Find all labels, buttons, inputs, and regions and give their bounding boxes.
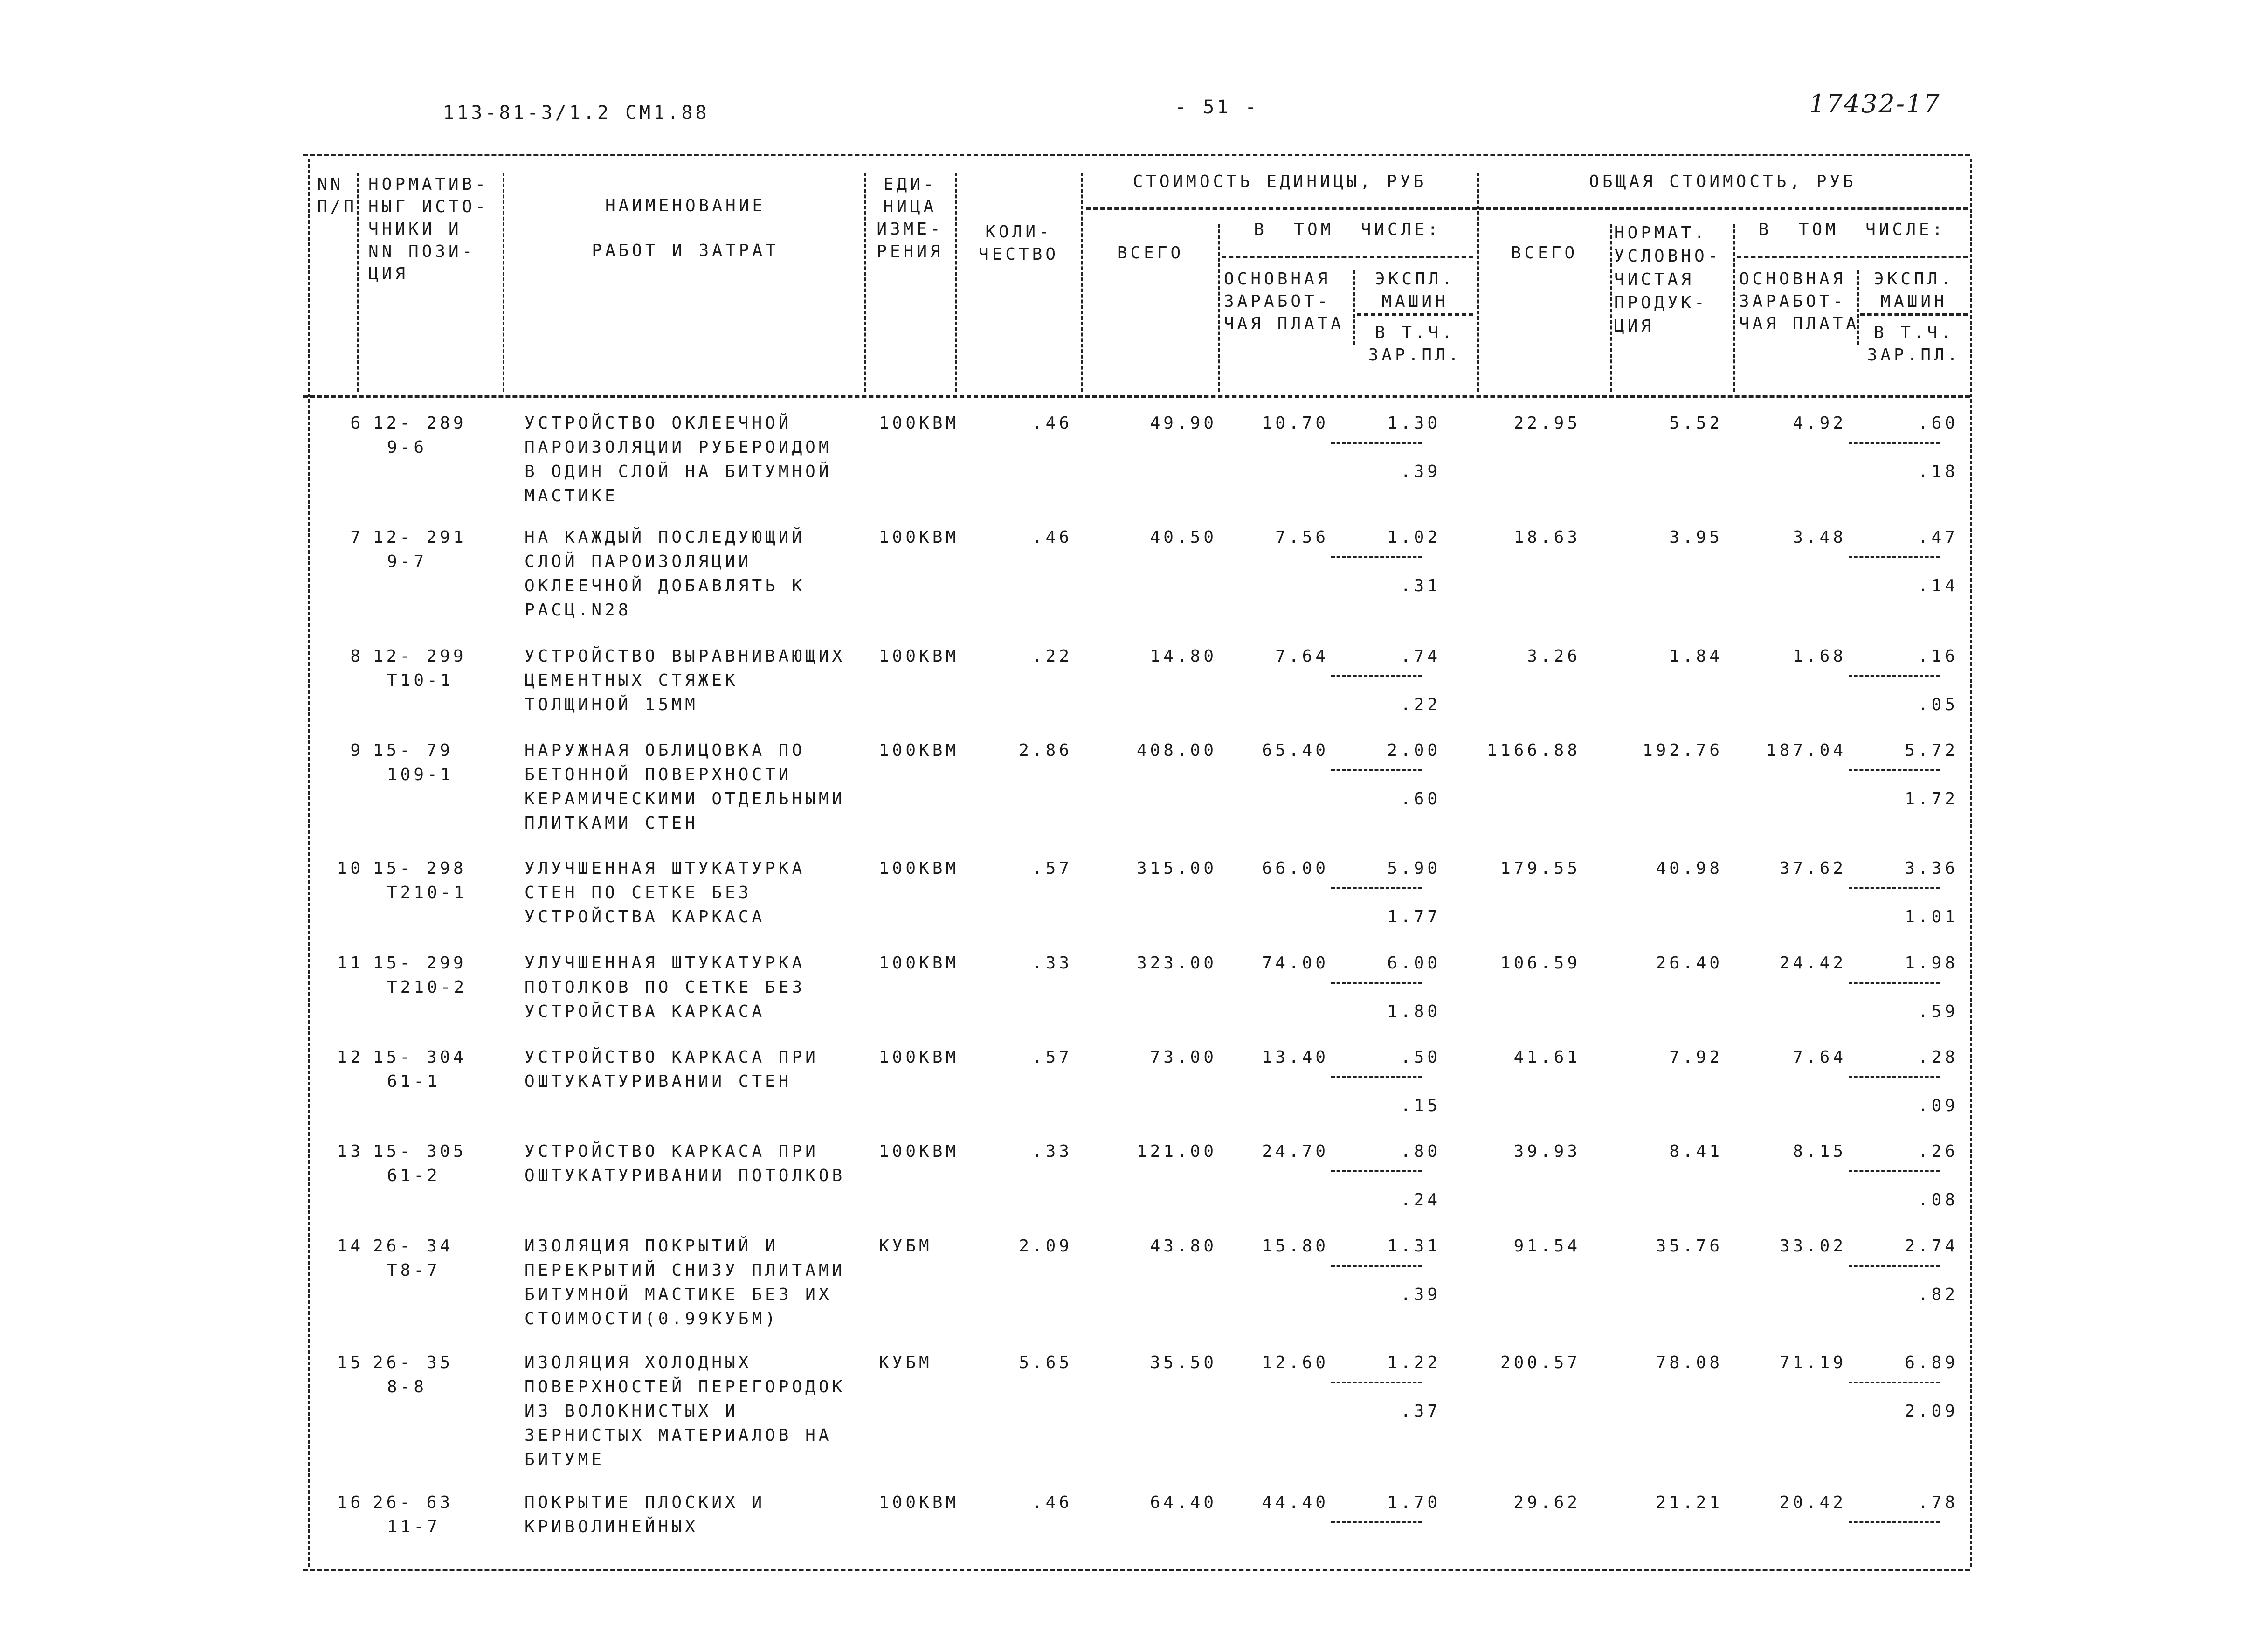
table-bottom-border [303,1569,1970,1571]
total-machines-wage: .08 [1918,1190,1958,1210]
work-name-line: СТЕН ПО СЕТКЕ БЕЗ [525,883,752,902]
total-main-wage: 3.48 [1793,528,1846,547]
header-bottom-border [303,395,1970,398]
work-name-line: ПОКРЫТИЕ ПЛОСКИХ И [525,1493,766,1512]
quantity: 2.86 [1019,741,1072,760]
total-machines-wage: .09 [1918,1096,1958,1115]
total-main-wage: 8.15 [1793,1142,1846,1161]
total-cost: 18.63 [1513,528,1581,547]
total-cost: 106.59 [1500,954,1581,973]
total-main-wage: 24.42 [1779,954,1846,973]
header-total-all: ВСЕГО [1511,243,1578,263]
work-name-line: КЕРАМИЧЕСКИМИ ОТДЕЛЬНЫМИ [525,789,846,809]
total-main-wage: 7.64 [1793,1048,1846,1067]
row-number: 9 [350,741,364,760]
unit-cost-machines: 1.31 [1387,1237,1441,1256]
col-sep [503,173,504,392]
unit-cost-machines: .80 [1400,1142,1441,1161]
work-name-line: УЛУЧШЕННАЯ ШТУКАТУРКА [525,954,806,973]
norm-code: 12- 289 [373,414,467,433]
total-cost: 179.55 [1500,859,1581,878]
total-main-wage: 4.92 [1793,414,1846,433]
norm-code: 15- 79 [373,741,454,760]
unit-cost-total: 73.00 [1150,1048,1217,1067]
work-name-line: ПАРОИЗОЛЯЦИИ РУБЕРОИДОМ [525,438,832,457]
total-machines: 1.98 [1905,954,1958,973]
sub-separator [1849,769,1940,771]
total-machines: .16 [1918,647,1958,666]
unit-cost-total: 408.00 [1136,741,1217,760]
sub-separator [1849,1076,1940,1078]
unit-cost-machines-wage: 1.77 [1387,907,1441,926]
work-name-line: ОКЛЕЕЧНОЙ ДОБАВЛЯТЬ К [525,576,806,595]
sub-separator [1849,442,1940,444]
quantity: 5.65 [1019,1353,1072,1372]
norm-position: Т10-1 [387,671,454,690]
unit-cost-main-wage: 74.00 [1262,954,1329,973]
unit-cost-main-wage: 7.64 [1275,647,1329,666]
unit-cost-total: 315.00 [1136,859,1217,878]
unit-cost-main-wage: 7.56 [1275,528,1329,547]
header-subline [1086,207,1968,210]
unit-of-measure: 100КВМ [879,741,960,760]
col-sep [955,173,957,392]
sub-separator [1331,675,1422,677]
unit-of-measure: 100КВМ [879,859,960,878]
unit-cost-machines: 2.00 [1387,741,1441,760]
norm-code: 26- 35 [373,1353,454,1372]
header-nn: NN П/П [317,175,358,216]
unit-of-measure: 100КВМ [879,1048,960,1067]
work-name-line: УСТРОЙСТВО ВЫРАВНИВАЮЩИХ [525,647,846,666]
sub-separator [1331,982,1422,984]
header-unit: ЕДИ- НИЦА ИЗМЕ- РЕНИЯ [877,175,944,261]
quantity: .46 [1032,414,1072,433]
unit-cost-machines: 1.02 [1387,528,1441,547]
total-machines-wage: 1.01 [1905,907,1958,926]
work-name-line: ПОВЕРХНОСТЕЙ ПЕРЕГОРОДОК [525,1377,846,1396]
norm-code: 12- 299 [373,647,467,666]
unit-cost-machines-wage: .31 [1400,576,1441,595]
total-cost: 3.26 [1527,647,1581,666]
quantity: .33 [1032,954,1072,973]
norm-position: 11-7 [387,1517,441,1536]
work-name-line: ИЗОЛЯЦИЯ ПОКРЫТИЙ И [525,1237,779,1256]
work-name-line: УЛУЧШЕННАЯ ШТУКАТУРКА [525,859,806,878]
total-norm-net-production: 5.52 [1669,414,1723,433]
unit-of-measure: 100КВМ [879,1493,960,1512]
row-number: 6 [350,414,364,433]
sub-separator [1331,556,1422,558]
unit-of-measure: 100КВМ [879,528,960,547]
work-name-line: ОШТУКАТУРИВАНИИ СТЕН [525,1072,792,1091]
total-main-wage: 1.68 [1793,647,1846,666]
header-subline [1357,313,1473,316]
unit-cost-machines-wage: .22 [1400,695,1441,714]
unit-cost-main-wage: 44.40 [1262,1493,1329,1512]
total-machines: 5.72 [1905,741,1958,760]
col-sep [1081,173,1083,392]
row-number: 11 [337,954,364,973]
total-machines-wage: 2.09 [1905,1402,1958,1421]
total-main-wage: 71.19 [1779,1353,1846,1372]
unit-cost-total: 43.80 [1150,1237,1217,1256]
work-name-line: СЛОЙ ПАРОИЗОЛЯЦИИ [525,552,752,571]
work-name-line: НАРУЖНАЯ ОБЛИЦОВКА ПО [525,741,806,760]
norm-code: 15- 298 [373,859,467,878]
work-name-line: ЗЕРНИСТЫХ МАТЕРИАЛОВ НА [525,1426,832,1445]
unit-cost-main-wage: 65.40 [1262,741,1329,760]
total-main-wage: 20.42 [1779,1493,1846,1512]
page-number: - 51 - [1175,97,1259,118]
sub-separator [1331,887,1422,889]
unit-cost-machines: 1.22 [1387,1353,1441,1372]
sub-separator [1849,556,1940,558]
unit-cost-machines-wage: .15 [1400,1096,1441,1115]
sub-separator [1331,1521,1422,1523]
norm-code: 15- 304 [373,1048,467,1067]
header-total-incl-wage: В Т.Ч. ЗАР.ПЛ. [1867,323,1961,365]
document-code: 113-81-3/1.2 СМ1.88 [443,102,710,124]
sub-separator [1849,1382,1940,1383]
total-cost: 22.95 [1513,414,1581,433]
norm-position: Т210-2 [387,978,468,997]
unit-cost-total: 49.90 [1150,414,1217,433]
quantity: .57 [1032,859,1072,878]
quantity: .46 [1032,1493,1072,1512]
unit-of-measure: 100КВМ [879,414,960,433]
unit-cost-main-wage: 10.70 [1262,414,1329,433]
unit-cost-machines: .74 [1400,647,1441,666]
row-number: 10 [337,859,364,878]
quantity: .22 [1032,647,1072,666]
total-machines: 3.36 [1905,859,1958,878]
header-total-incl: В ТОМ ЧИСЛЕ: [1758,220,1946,239]
total-machines: .28 [1918,1048,1958,1067]
sub-separator [1331,442,1422,444]
total-norm-net-production: 3.95 [1669,528,1723,547]
sub-separator [1331,1170,1422,1172]
unit-cost-main-wage: 12.60 [1262,1353,1329,1372]
quantity: .46 [1032,528,1072,547]
col-sep [1218,224,1220,392]
work-name-line: УСТРОЙСТВО КАРКАСА ПРИ [525,1048,819,1067]
unit-cost-machines: 6.00 [1387,954,1441,973]
col-sep [1610,224,1612,392]
header-unit-main-wage: ОСНОВНАЯ ЗАРАБОТ- ЧАЯ ПЛАТА [1224,270,1345,333]
work-name-line: НА КАЖДЫЙ ПОСЛЕДУЮЩИЙ [525,528,806,547]
header-subline [1860,313,1968,316]
norm-position: 61-1 [387,1072,441,1091]
unit-cost-main-wage: 24.70 [1262,1142,1329,1161]
quantity: .33 [1032,1142,1072,1161]
work-name-line: ИЗОЛЯЦИЯ ХОЛОДНЫХ [525,1353,752,1372]
row-number: 8 [350,647,364,666]
norm-code: 12- 291 [373,528,467,547]
total-norm-net-production: 1.84 [1669,647,1723,666]
work-name-line: ОШТУКАТУРИВАНИИ ПОТОЛКОВ [525,1166,846,1185]
work-name-line: ПЕРЕКРЫТИЙ СНИЗУ ПЛИТАМИ [525,1261,846,1280]
total-machines-wage: 1.72 [1905,789,1958,809]
col-sep [1733,224,1735,392]
total-main-wage: 37.62 [1779,859,1846,878]
sub-separator [1849,982,1940,984]
total-norm-net-production: 8.41 [1669,1142,1723,1161]
total-machines: .78 [1918,1493,1958,1512]
unit-cost-machines: 5.90 [1387,859,1441,878]
unit-cost-machines-wage: .39 [1400,1285,1441,1304]
total-machines: .60 [1918,414,1958,433]
work-name-line: УСТРОЙСТВО КАРКАСА ПРИ [525,1142,819,1161]
unit-cost-machines: 1.70 [1387,1493,1441,1512]
row-number: 15 [337,1353,364,1372]
header-unit-incl-wage: В Т.Ч. ЗАР.ПЛ. [1368,323,1462,365]
header-norm-source: НОРМАТИВ- НЫГ ИСТО- ЧНИКИ И NN ПОЗИ- ЦИЯ [368,175,489,283]
unit-cost-main-wage: 15.80 [1262,1237,1329,1256]
sub-separator [1331,1265,1422,1267]
unit-of-measure: 100КВМ [879,647,960,666]
row-number: 14 [337,1237,364,1256]
work-name-line: ПЛИТКАМИ СТЕН [525,814,698,833]
norm-code: 15- 299 [373,954,467,973]
header-subline [1222,256,1473,258]
col-sep [1353,270,1355,345]
unit-of-measure: 100КВМ [879,954,960,973]
total-machines-wage: .14 [1918,576,1958,595]
work-name-line: МАСТИКЕ [525,486,618,505]
total-machines: .26 [1918,1142,1958,1161]
total-norm-net-production: 26.40 [1656,954,1723,973]
total-norm-net-production: 78.08 [1656,1353,1723,1372]
unit-cost-total: 323.00 [1136,954,1217,973]
total-norm-net-production: 40.98 [1656,859,1723,878]
header-unit-all: ВСЕГО [1117,243,1184,263]
sub-separator [1331,1076,1422,1078]
unit-cost-machines-wage: .37 [1400,1402,1441,1421]
norm-position: 109-1 [387,765,454,784]
work-name-line: УСТРОЙСТВО ОКЛЕЕЧНОЙ [525,414,792,433]
work-name-line: БИТУМЕ [525,1450,605,1469]
row-number: 7 [350,528,364,547]
total-cost: 91.54 [1513,1237,1581,1256]
header-total-machines: ЭКСПЛ. МАШИН [1873,270,1954,311]
total-main-wage: 33.02 [1779,1237,1846,1256]
norm-code: 15- 305 [373,1142,467,1161]
header-total-main-wage: ОСНОВНАЯ ЗАРАБОТ- ЧАЯ ПЛАТА [1739,270,1860,333]
total-machines: 6.89 [1905,1353,1958,1372]
col-sep [1477,173,1479,392]
sub-separator [1849,675,1940,677]
sub-separator [1849,1265,1940,1267]
row-number: 16 [337,1493,364,1512]
sub-separator [1849,1170,1940,1172]
header-unit-cost: СТОИМОСТЬ ЕДИНИЦЫ, РУБ [1132,172,1427,191]
total-machines-wage: .82 [1918,1285,1958,1304]
unit-cost-machines-wage: .24 [1400,1190,1441,1210]
work-name-line: ИЗ ВОЛОКНИСТЫХ И [525,1402,739,1421]
unit-cost-main-wage: 66.00 [1262,859,1329,878]
total-cost: 41.61 [1513,1048,1581,1067]
unit-cost-total: 64.40 [1150,1493,1217,1512]
total-machines-wage: .18 [1918,462,1958,481]
quantity: .57 [1032,1048,1072,1067]
unit-cost-main-wage: 13.40 [1262,1048,1329,1067]
total-cost: 39.93 [1513,1142,1581,1161]
unit-cost-machines: 1.30 [1387,414,1441,433]
header-total-cost: ОБЩАЯ СТОИМОСТЬ, РУБ [1589,172,1857,191]
unit-of-measure: 100КВМ [879,1142,960,1161]
work-name-line: КРИВОЛИНЕЙНЫХ [525,1517,698,1536]
norm-code: 26- 63 [373,1493,454,1512]
total-main-wage: 187.04 [1766,741,1846,760]
unit-cost-total: 40.50 [1150,528,1217,547]
header-quantity: КОЛИ- ЧЕСТВО [978,222,1059,264]
work-name-line: УСТРОЙСТВА КАРКАСА [525,1002,766,1021]
sub-separator [1849,1521,1940,1523]
row-number: 12 [337,1048,364,1067]
unit-cost-machines-wage: 1.80 [1387,1002,1441,1021]
norm-position: 9-7 [387,552,428,571]
total-norm-net-production: 35.76 [1656,1237,1723,1256]
work-name-line: СТОИМОСТИ(0.99КУБМ) [525,1309,779,1328]
unit-of-measure: КУБМ [879,1353,932,1372]
right-border [1970,159,1972,1567]
col-sep [864,173,866,392]
work-name-line: ПОТОЛКОВ ПО СЕТКЕ БЕЗ [525,978,806,997]
total-machines: 2.74 [1905,1237,1958,1256]
total-norm-net-production: 192.76 [1642,741,1723,760]
unit-cost-machines: .50 [1400,1048,1441,1067]
unit-of-measure: КУБМ [879,1237,932,1256]
norm-position: Т210-1 [387,883,468,902]
work-name-line: УСТРОЙСТВА КАРКАСА [525,907,766,926]
unit-cost-total: 121.00 [1136,1142,1217,1161]
table-top-border [303,154,1970,156]
work-name-line: БИТУМНОЙ МАСТИКЕ БЕЗ ИХ [525,1285,832,1304]
total-machines-wage: .59 [1918,1002,1958,1021]
work-name-line: БЕТОННОЙ ПОВЕРХНОСТИ [525,765,792,784]
norm-code: 26- 34 [373,1237,454,1256]
row-number: 13 [337,1142,364,1161]
sub-separator [1849,887,1940,889]
total-machines: .47 [1918,528,1958,547]
unit-cost-machines-wage: .60 [1400,789,1441,809]
norm-position: 8-8 [387,1377,428,1396]
total-cost: 1166.88 [1487,741,1581,760]
unit-cost-total: 35.50 [1150,1353,1217,1372]
total-norm-net-production: 7.92 [1669,1048,1723,1067]
unit-cost-machines-wage: .39 [1400,462,1441,481]
header-work-name: НАИМЕНОВАНИЕ РАБОТ И ЗАТРАТ [592,196,779,260]
header-unit-machines: ЭКСПЛ. МАШИН [1374,270,1456,311]
work-name-line: ТОЛЩИНОЙ 15ММ [525,695,698,714]
header-subline [1737,256,1968,258]
quantity: 2.09 [1019,1237,1072,1256]
norm-position: 9-6 [387,438,428,457]
norm-position: 61-2 [387,1166,441,1185]
total-machines-wage: .05 [1918,695,1958,714]
sub-separator [1331,769,1422,771]
total-cost: 29.62 [1513,1493,1581,1512]
work-name-line: ЦЕМЕНТНЫХ СТЯЖЕК [525,671,739,690]
header-total-norm-net: НОРМАТ. УСЛОВНО- ЧИСТАЯ ПРОДУК- ЦИЯ [1614,223,1721,336]
header-unit-incl: В ТОМ ЧИСЛЕ: [1254,220,1441,239]
handwritten-number: 17432-17 [1809,89,1941,118]
total-norm-net-production: 21.21 [1656,1493,1723,1512]
unit-cost-total: 14.80 [1150,647,1217,666]
work-name-line: В ОДИН СЛОЙ НА БИТУМНОЙ [525,462,832,481]
total-cost: 200.57 [1500,1353,1581,1372]
work-name-line: РАСЦ.N28 [525,601,632,620]
norm-position: Т8-7 [387,1261,441,1280]
sub-separator [1331,1382,1422,1383]
